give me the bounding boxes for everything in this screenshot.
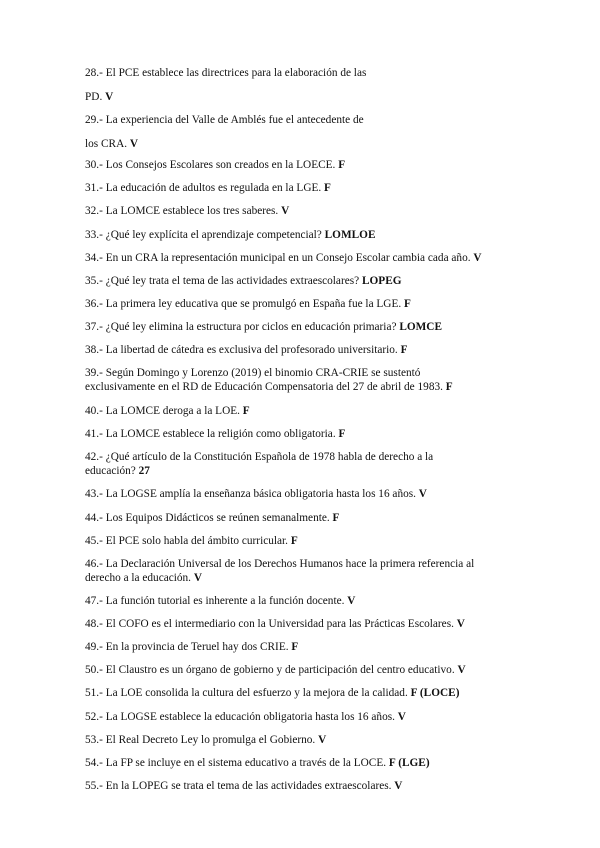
answer: F (332, 512, 340, 524)
question-line (85, 558, 525, 571)
answer: V (457, 664, 466, 676)
question-text: 31.- La educación de adultos es regulada en la LGE. (85, 182, 322, 194)
question-text: 35.- ¿Qué ley trata el tema de las actividades extraescolares? (85, 275, 360, 287)
question-line (85, 405, 525, 418)
answer: V (397, 711, 406, 723)
question-line (85, 641, 525, 654)
question-text: 55.- En la LOPEG se trata el tema de las actividades extraescolares. (85, 780, 392, 792)
question-line (85, 734, 525, 747)
question-line (85, 711, 525, 724)
question-line (85, 275, 525, 288)
question-text: los CRA. (85, 138, 128, 150)
question-text: 34.- En un CRA la representación municipal en un Consejo Escolar cambia cada año. (85, 252, 471, 264)
question-line (85, 205, 525, 218)
question-text: 39.- Según Domingo y Lorenzo (2019) el binomio CRA-CRIE se sustentó (85, 367, 421, 379)
question-text: 30.- Los Consejos Escolares son creados en la LOECE. (85, 159, 336, 171)
answer: F (242, 405, 250, 417)
question-line (85, 428, 525, 441)
answer: V (456, 618, 465, 630)
question-line (85, 321, 525, 334)
question-text: 37.- ¿Qué ley elimina la estructura por ciclos en educación primaria? (85, 321, 397, 333)
question-line (85, 67, 525, 80)
question-text: educación? (85, 465, 136, 477)
question-line (85, 687, 525, 700)
question-text: 52.- La LOGSE establece la educación obligatoria hasta los 16 años. (85, 711, 395, 723)
question-line (85, 664, 525, 677)
question-text: 32.- La LOMCE establece los tres saberes. (85, 205, 279, 217)
question-text: 49.- En la provincia de Teruel hay dos CRIE. (85, 641, 289, 653)
question-line (85, 159, 525, 172)
question-line (85, 91, 525, 104)
answer: V (473, 252, 482, 264)
answer: V (193, 572, 203, 584)
question-text: 53.- El Real Decreto Ley lo promulga el Gobierno. (85, 734, 316, 746)
answer: V (418, 488, 427, 500)
question-text: 44.- Los Equipos Didácticos se reúnen semanalmente. (85, 512, 330, 524)
question-line (85, 138, 525, 151)
answer: V (347, 595, 356, 607)
answer: F (400, 344, 408, 356)
question-text: 28.- El PCE establece las directrices para la elaboración de las (85, 67, 367, 79)
answer: F (LGE) (388, 757, 430, 769)
answer: LOMLOE (324, 229, 376, 241)
question-line (85, 488, 525, 501)
question-text: 48.- El COFO es el intermediario con la Universidad para las Prácticas Escolares. (85, 618, 454, 630)
question-line (85, 535, 525, 548)
answer: F (338, 159, 346, 171)
answer: F (LOCE) (410, 687, 460, 699)
question-line (85, 465, 525, 478)
question-text: derecho a la educación. (85, 572, 192, 584)
question-line (85, 381, 525, 394)
question-text: 46.- La Declaración Universal de los Derechos Humanos hace la primera referencia al (85, 558, 475, 570)
question-text: 38.- La libertad de cátedra es exclusiva del profesorado universitario. (85, 344, 398, 356)
answer: V (394, 780, 403, 792)
question-text: 50.- El Claustro es un órgano de gobierno y de participación del centro educativo. (85, 664, 455, 676)
question-text: PD. (85, 91, 103, 103)
question-line (85, 595, 525, 608)
question-line (85, 252, 525, 265)
question-text: 54.- La FP se incluye en el sistema educativo a través de la LOCE. (85, 757, 387, 769)
question-line (85, 298, 525, 311)
question-text: exclusivamente en el RD de Educación Compensatoria del 27 de abril de 1983. (85, 381, 443, 393)
question-line (85, 344, 525, 357)
answer: V (105, 91, 114, 103)
question-text: 33.- ¿Qué ley explícita el aprendizaje competencial? (85, 229, 322, 241)
question-line (85, 367, 525, 380)
answer: V (318, 734, 327, 746)
question-text: 41.- La LOMCE establece la religión como obligatoria. (85, 428, 336, 440)
answer: 27 (138, 465, 150, 477)
question-line (85, 114, 525, 127)
question-line (85, 757, 525, 770)
question-text: 36.- La primera ley educativa que se promulgó en España fue la LGE. (85, 298, 402, 310)
question-text: 40.- La LOMCE deroga a la LOE. (85, 405, 240, 417)
question-line (85, 451, 525, 464)
question-line (85, 512, 525, 525)
question-text: 51.- La LOE consolida la cultura del esfuerzo y la mejora de la calidad. (85, 687, 408, 699)
question-text: 47.- La función tutorial es inherente a la función docente. (85, 595, 345, 607)
answer: F (324, 182, 331, 194)
answer: F (445, 381, 453, 393)
question-line (85, 572, 525, 585)
question-text: 43.- La LOGSE amplía la enseñanza básica obligatoria hasta los 16 años. (85, 488, 416, 500)
question-text: 45.- El PCE solo habla del ámbito curricular. (85, 535, 288, 547)
question-text: 29.- La experiencia del Valle de Amblés fue el antecedente de (85, 114, 364, 126)
question-line (85, 182, 525, 195)
question-text: 42.- ¿Qué artículo de la Constitución Española de 1978 habla de derecho a la (85, 451, 434, 463)
answer: LOMCE (399, 321, 442, 333)
answer: F (290, 535, 298, 547)
question-line (85, 229, 525, 242)
question-line (85, 780, 525, 793)
answer: V (281, 205, 290, 217)
answer: F (404, 298, 411, 310)
question-line (85, 618, 525, 631)
answer: F (338, 428, 346, 440)
answer: V (129, 138, 139, 150)
answer: LOPEG (361, 275, 402, 287)
answer: F (291, 641, 299, 653)
